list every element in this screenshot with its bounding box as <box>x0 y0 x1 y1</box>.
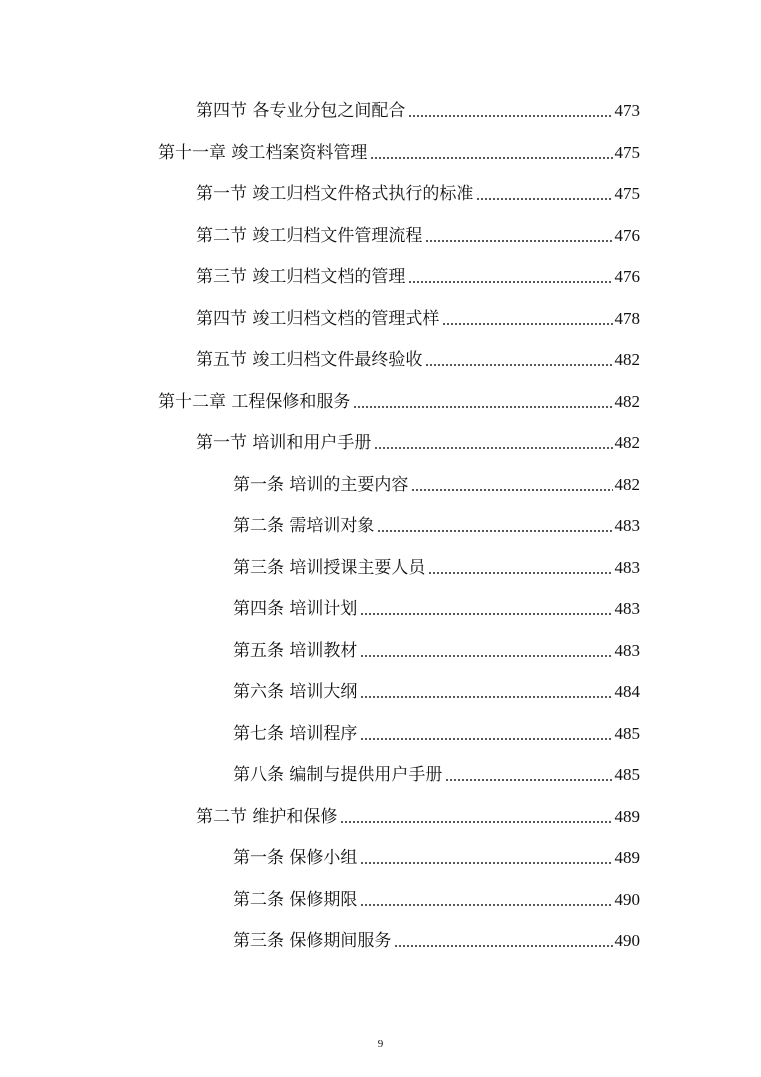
toc-entry-page-number: 475 <box>614 143 640 162</box>
dot-leader <box>374 447 612 449</box>
toc-entry[interactable] <box>233 719 640 745</box>
toc-entry-page-number: 476 <box>614 267 640 286</box>
dot-leader <box>360 613 612 615</box>
toc-entry[interactable] <box>233 677 640 703</box>
toc-entry[interactable] <box>158 387 640 413</box>
dot-leader <box>425 364 612 366</box>
toc-entry-label: 第一条 保修小组 <box>233 848 358 868</box>
toc-entry-label: 第一条 培训的主要内容 <box>233 475 409 495</box>
toc-entry-page-number: 482 <box>614 433 640 452</box>
toc-entry-page-number: 485 <box>614 765 640 784</box>
page-number-footer: 9 <box>377 1038 384 1050</box>
toc-entry-label: 第三节 竣工归档文档的管理 <box>196 267 406 287</box>
toc-entry[interactable] <box>233 511 640 537</box>
toc-entry-label: 第四条 培训计划 <box>233 599 358 619</box>
dot-leader <box>428 572 612 574</box>
dot-leader <box>340 821 612 823</box>
toc-entry-label: 第十一章 竣工档案资料管理 <box>158 143 368 163</box>
toc-entry-label: 第六条 培训大纲 <box>233 682 358 702</box>
dot-leader <box>425 240 612 242</box>
toc-entry[interactable] <box>196 221 640 247</box>
dot-leader <box>353 406 612 408</box>
dot-leader <box>360 862 612 864</box>
dot-leader <box>360 655 612 657</box>
dot-leader <box>411 489 612 491</box>
toc-entry-page-number: 489 <box>614 848 640 867</box>
toc-entry-page-number: 483 <box>614 599 640 618</box>
toc-entry-label: 第二节 竣工归档文件管理流程 <box>196 226 423 246</box>
toc-entry[interactable] <box>233 926 640 952</box>
toc-entry[interactable] <box>158 138 640 164</box>
dot-leader <box>360 696 612 698</box>
toc-entry[interactable] <box>233 885 640 911</box>
dot-leader <box>377 530 612 532</box>
toc-entry[interactable] <box>196 345 640 371</box>
toc-entry-label: 第二条 需培训对象 <box>233 516 375 536</box>
toc-entry-page-number: 482 <box>614 475 640 494</box>
dot-leader <box>408 115 612 117</box>
toc-entry-label: 第八条 编制与提供用户手册 <box>233 765 443 785</box>
toc-entry[interactable] <box>233 843 640 869</box>
toc-entry-page-number: 485 <box>614 724 640 743</box>
toc-entry[interactable] <box>233 470 640 496</box>
dot-leader <box>442 323 612 325</box>
toc-entry[interactable] <box>196 304 640 330</box>
toc-entry-page-number: 482 <box>614 392 640 411</box>
dot-leader <box>445 779 612 781</box>
toc-entry-page-number: 489 <box>614 807 640 826</box>
dot-leader <box>370 157 612 159</box>
toc-entry-label: 第五节 竣工归档文件最终验收 <box>196 350 423 370</box>
toc-entry[interactable] <box>233 636 640 662</box>
toc-entry[interactable] <box>196 179 640 205</box>
toc-entry-page-number: 484 <box>614 682 640 701</box>
toc-entry-label: 第五条 培训教材 <box>233 641 358 661</box>
toc-entry-label: 第一节 竣工归档文件格式执行的标准 <box>196 184 474 204</box>
toc-entry-page-number: 483 <box>614 516 640 535</box>
dot-leader <box>360 904 612 906</box>
toc-entry[interactable] <box>196 96 640 122</box>
dot-leader <box>476 198 612 200</box>
toc-entry-page-number: 475 <box>614 184 640 203</box>
dot-leader <box>360 738 612 740</box>
toc-entry-label: 第四节 竣工归档文档的管理式样 <box>196 309 440 329</box>
toc-entry-label: 第二节 维护和保修 <box>196 807 338 827</box>
toc-entry[interactable] <box>233 760 640 786</box>
toc-entry-page-number: 476 <box>614 226 640 245</box>
toc-entry-page-number: 483 <box>614 558 640 577</box>
toc-entry[interactable] <box>196 262 640 288</box>
dot-leader <box>394 945 612 947</box>
toc-entry-page-number: 478 <box>614 309 640 328</box>
toc-entry-label: 第七条 培训程序 <box>233 724 358 744</box>
toc-entry[interactable] <box>196 428 640 454</box>
toc-entry-page-number: 482 <box>614 350 640 369</box>
dot-leader <box>408 281 612 283</box>
toc-entry-label: 第四节 各专业分包之间配合 <box>196 101 406 121</box>
toc-entry-page-number: 473 <box>614 101 640 120</box>
toc-entry[interactable] <box>196 802 640 828</box>
toc-entry-label: 第三条 培训授课主要人员 <box>233 558 426 578</box>
toc-entry-page-number: 490 <box>614 890 640 909</box>
toc-entry-label: 第三条 保修期间服务 <box>233 931 392 951</box>
toc-entry-label: 第一节 培训和用户手册 <box>196 433 372 453</box>
toc-entry-label: 第二条 保修期限 <box>233 890 358 910</box>
toc-entry-page-number: 490 <box>614 931 640 950</box>
toc-entry[interactable] <box>233 553 640 579</box>
toc-entry[interactable] <box>233 594 640 620</box>
toc-entry-label: 第十二章 工程保修和服务 <box>158 392 351 412</box>
toc-entry-page-number: 483 <box>614 641 640 660</box>
